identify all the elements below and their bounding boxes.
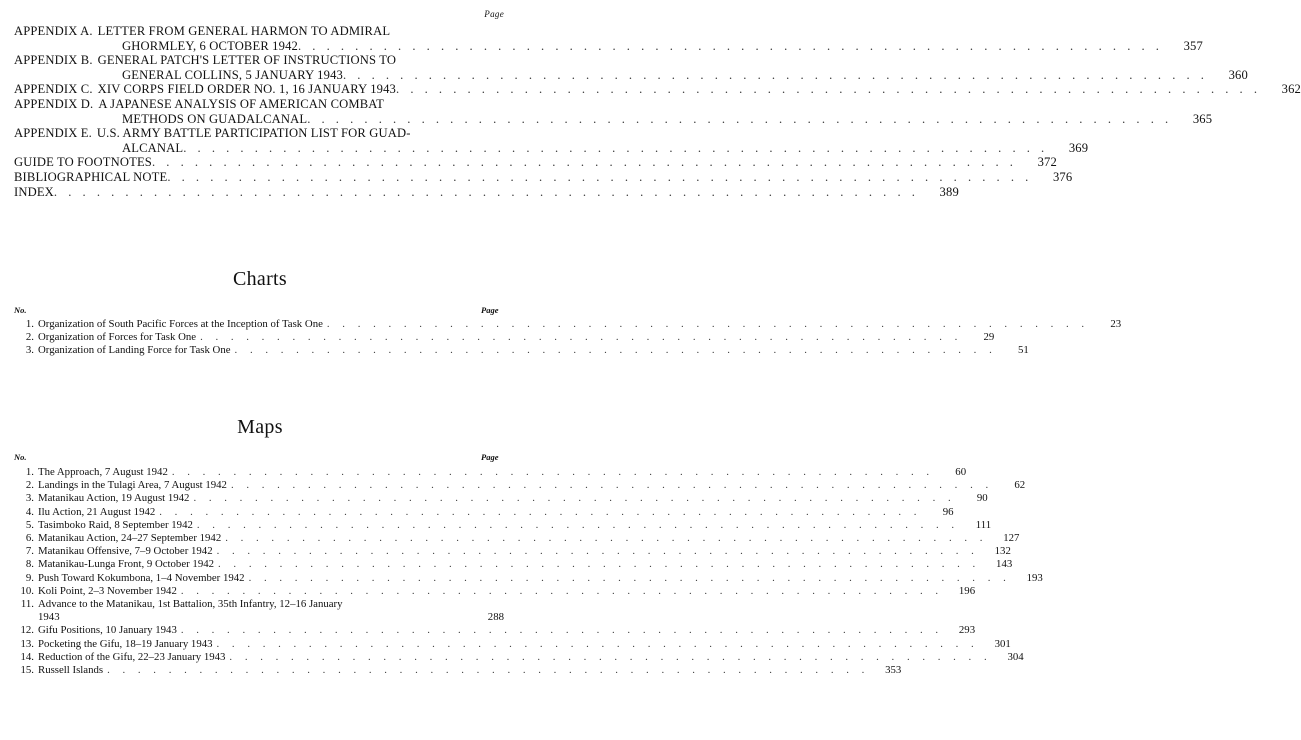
list-item <box>14 584 976 598</box>
appendix-line <box>14 53 504 68</box>
back-matter-title: GUIDE TO FOOTNOTES <box>14 155 152 170</box>
item-number: 13. <box>20 637 34 650</box>
item-title: Matanikau Action, 19 August 1942 <box>38 492 190 505</box>
item-number: 11. <box>20 598 34 611</box>
dot-leader: . . . . . . . . . . . . . . . . . . . . . . . . . . . . . . . . . . . . . . . . . . . . . . . . . . . . . . . . . . . . . <box>342 67 1208 82</box>
item-title: Organization of Landing Force for Task One <box>38 344 231 357</box>
item-title: Russell Islands <box>38 664 104 677</box>
item-number: 7. <box>25 545 34 558</box>
item-page: 288 <box>487 611 504 624</box>
item-number: 12. <box>20 624 34 637</box>
item-page: 193 <box>1026 571 1043 584</box>
dot-leader: . . . . . . . . . . . . . . . . . . . . . . . . . . . . . . . . . . . . . . . . . . . . . . . . . . <box>225 532 988 545</box>
list-item <box>14 532 1020 545</box>
maps-list <box>14 466 1043 677</box>
dot-leader: . . . . . . . . . . . . . . . . . . . . . . . . . . . . . . . . . . . . . . . . . . . . . . . . . . <box>193 492 956 505</box>
appendix-title: GENERAL PATCH'S LETTER OF INSTRUCTIONS TO <box>97 53 397 68</box>
item-number: 5. <box>25 518 34 531</box>
back-matter-page: 376 <box>1052 169 1073 184</box>
dot-leader: . . . . . . . . . . . . . . . . . . . . . . . . . . . . . . . . . . . . . . . . . . . . . . . . . . . . . . . . . . . . . <box>396 82 1261 97</box>
charts-page-header: Page <box>481 305 499 315</box>
page-column-header: Page <box>484 9 504 19</box>
list-item-wrapped <box>14 598 504 624</box>
appendix-line <box>14 67 1248 83</box>
appendix-title-cont: GHORMLEY, 6 OCTOBER 1942 <box>122 38 298 53</box>
appendix-line <box>14 38 1203 54</box>
list-item <box>14 466 967 479</box>
item-page: 301 <box>994 637 1011 650</box>
dot-leader: . . . . . . . . . . . . . . . . . . . . . . . . . . . . . . . . . . . . . . . . . . . . . . . . . . <box>248 571 1011 584</box>
item-title: Ilu Action, 21 August 1942 <box>38 505 156 518</box>
item-title: Koli Point, 2–3 November 1942 <box>38 584 177 597</box>
back-matter-title: BIBLIOGRAPHICAL NOTE <box>14 169 168 184</box>
item-title-cont: 1943 <box>38 611 60 624</box>
charts-heading: Charts <box>232 268 288 290</box>
maps-no-header: No. <box>14 452 27 462</box>
item-title: Reduction of the Gifu, 22–23 January 1943 <box>38 650 226 663</box>
dot-leader: . . . . . . . . . . . . . . . . . . . . . . . . . . . . . . . . . . . . . . . . . . . . . . . . . . <box>216 545 979 558</box>
list-item <box>14 318 1122 331</box>
item-title: The Approach, 7 August 1942 <box>38 466 168 478</box>
appendix-title-cont: METHODS ON GUADALCANAL <box>122 111 308 126</box>
item-page: 60 <box>955 466 967 478</box>
appendix-entry <box>14 82 1301 97</box>
item-page: 132 <box>994 545 1011 558</box>
dot-leader: . . . . . . . . . . . . . . . . . . . . . . . . . . . . . . . . . . . . . . . . . . . . . . . . . . <box>200 331 963 344</box>
item-page: 293 <box>958 624 976 637</box>
appendix-title-cont: GENERAL COLLINS, 5 JANUARY 1943 <box>122 67 343 82</box>
item-page: 353 <box>885 664 902 677</box>
maps-page-header: Page <box>481 452 499 462</box>
item-number: 14. <box>20 650 34 663</box>
appendix-label: APPENDIX D. <box>14 96 94 111</box>
wrapped-line-2 <box>14 611 504 624</box>
appendix-label: APPENDIX E. <box>14 126 92 141</box>
item-number: 4. <box>25 505 34 518</box>
item-title: Advance to the Matanikau, 1st Battalion, 35th Infantry, 12–16 January <box>38 598 343 611</box>
item-number: 1. <box>25 318 34 330</box>
item-page: 127 <box>1003 532 1020 545</box>
item-title: Matanikau Action, 24–27 September 1942 <box>38 532 222 545</box>
appendix-title: A JAPANESE ANALYSIS OF AMERICAN COMBAT <box>98 96 384 111</box>
item-page: 111 <box>975 518 992 531</box>
dot-leader: . . . . . . . . . . . . . . . . . . . . . . . . . . . . . . . . . . . . . . . . . . . . . . . . . . <box>234 344 997 357</box>
item-title: Pocketing the Gifu, 18–19 January 1943 <box>38 637 213 650</box>
item-number: 9. <box>25 571 34 584</box>
item-number: 2. <box>25 479 34 492</box>
dot-leader: . . . . . . . . . . . . . . . . . . . . . . . . . . . . . . . . . . . . . . . . . . . . . . . . . . <box>218 558 981 571</box>
back-matter-entry <box>14 184 959 200</box>
appendix-page: 357 <box>1183 38 1203 53</box>
dot-leader: . . . . . . . . . . . . . . . . . . . . . . . . . . . . . . . . . . . . . . . . . . . . . . . . . . <box>180 624 944 637</box>
appendix-title: XIV CORPS FIELD ORDER NO. 1, 16 JANUARY 1943 <box>97 82 397 97</box>
appendix-title: LETTER FROM GENERAL HARMON TO ADMIRAL <box>97 24 391 38</box>
item-title: Landings in the Tulagi Area, 7 August 1942 <box>38 479 227 492</box>
appendix-line <box>14 24 504 39</box>
item-page: 304 <box>1007 650 1024 663</box>
appendix-line <box>14 111 1213 127</box>
item-number: 3. <box>25 344 34 357</box>
list-item <box>14 624 976 637</box>
list-item <box>14 571 1043 585</box>
list-item <box>14 545 1011 558</box>
list-item <box>14 650 1024 664</box>
item-title: Tasimboko Raid, 8 September 1942 <box>38 518 193 531</box>
list-item <box>14 505 954 519</box>
appendix-page: 360 <box>1228 67 1248 82</box>
item-page: 29 <box>983 331 995 344</box>
item-page: 23 <box>1110 318 1122 330</box>
item-title: Push Toward Kokumbona, 1–4 November 1942 <box>38 571 245 584</box>
list-item <box>14 479 1026 492</box>
back-matter-entry <box>14 155 1057 170</box>
appendix-entry <box>14 126 1089 155</box>
back-matter-page: 372 <box>1037 155 1057 170</box>
item-page: 51 <box>1017 344 1029 357</box>
item-page: 62 <box>1014 479 1026 492</box>
wrapped-line-1 <box>14 598 504 611</box>
dot-leader: . . . . . . . . . . . . . . . . . . . . . . . . . . . . . . . . . . . . . . . . . . . . . . . . . . <box>107 664 870 677</box>
item-title: Organization of Forces for Task One <box>38 331 197 344</box>
appendix-page: 365 <box>1192 111 1213 126</box>
item-page: 96 <box>942 505 954 518</box>
appendix-line <box>14 126 504 141</box>
appendix-list <box>14 9 1301 199</box>
dot-leader: . . . . . . . . . . . . . . . . . . . . . . . . . . . . . . . . . . . . . . . . . . . . . . . . . . <box>171 466 935 478</box>
appendix-label: APPENDIX C. <box>14 82 93 97</box>
item-title: Gifu Positions, 10 January 1943 <box>38 624 177 637</box>
item-number: 2. <box>25 331 34 344</box>
appendix-line <box>14 140 1089 156</box>
item-page: 90 <box>976 492 988 505</box>
list-item <box>14 331 995 344</box>
dot-leader: . . . . . . . . . . . . . . . . . . . . . . . . . . . . . . . . . . . . . . . . . . . . . . . . . . <box>216 637 979 650</box>
dot-leader: . . . . . . . . . . . . . . . . . . . . . . . . . . . . . . . . . . . . . . . . . . . . . . . . . . . . . . . . . . . . . <box>183 140 1049 155</box>
dot-leader: . . . . . . . . . . . . . . . . . . . . . . . . . . . . . . . . . . . . . . . . . . . . . . . . . . . . . . . . . . . . . <box>167 169 1033 184</box>
appendix-entry <box>14 53 1248 82</box>
appendix-entry <box>14 24 1203 53</box>
list-item <box>14 664 902 677</box>
item-title: Organization of South Pacific Forces at the Inception of Task One <box>38 318 323 330</box>
list-item <box>14 344 1029 357</box>
dot-leader: . . . . . . . . . . . . . . . . . . . . . . . . . . . . . . . . . . . . . . . . . . . . . . . . . . <box>180 584 944 597</box>
appendix-title-cont: ALCANAL <box>122 140 184 155</box>
item-number: 8. <box>25 558 34 571</box>
appendix-line <box>14 82 1301 97</box>
appendix-label: APPENDIX B. <box>14 53 93 68</box>
list-item <box>14 492 988 505</box>
back-matter-title: INDEX <box>14 184 54 199</box>
dot-leader: . . . . . . . . . . . . . . . . . . . . . . . . . . . . . . . . . . . . . . . . . . . . . . . . . . <box>229 650 992 663</box>
charts-no-header: No. <box>14 305 27 315</box>
appendix-label: APPENDIX A. <box>14 24 93 38</box>
dot-leader: . . . . . . . . . . . . . . . . . . . . . . . . . . . . . . . . . . . . . . . . . . . . . . . . . . <box>159 505 922 518</box>
appendix-entry <box>14 96 1213 126</box>
item-page: 196 <box>958 584 976 597</box>
appendix-line <box>14 97 504 112</box>
back-matter-entry <box>14 169 1073 185</box>
dot-leader: . . . . . . . . . . . . . . . . . . . . . . . . . . . . . . . . . . . . . . . . . . . . . . . . . . <box>230 479 994 492</box>
dot-leader: . . . . . . . . . . . . . . . . . . . . . . . . . . . . . . . . . . . . . . . . . . . . . . . . . . <box>196 518 960 531</box>
back-matter-page: 389 <box>939 184 959 199</box>
item-page: 143 <box>996 558 1013 571</box>
appendix-page: 362 <box>1281 82 1301 97</box>
item-number: 6. <box>25 532 34 545</box>
appendix-page: 369 <box>1068 140 1089 155</box>
item-number: 1. <box>25 466 34 478</box>
dot-leader: . . . . . . . . . . . . . . . . . . . . . . . . . . . . . . . . . . . . . . . . . . . . . . . . . . . . . . . . . . . . . <box>53 184 919 199</box>
list-item <box>14 518 992 532</box>
item-title: Matanikau Offensive, 7–9 October 1942 <box>38 545 213 558</box>
back-matter-entries <box>14 155 1073 199</box>
item-number: 15. <box>20 664 34 677</box>
dot-leader: . . . . . . . . . . . . . . . . . . . . . . . . . . . . . . . . . . . . . . . . . . . . . . . . . . . . . . . . . . . . . <box>297 38 1163 53</box>
item-number: 3. <box>25 492 34 505</box>
maps-heading: Maps <box>237 416 283 438</box>
list-item <box>14 637 1011 651</box>
item-number: 10. <box>20 584 34 597</box>
appendix-entries <box>14 10 1301 155</box>
charts-list <box>14 318 1122 358</box>
list-item <box>14 558 1013 571</box>
item-title: Matanikau-Lunga Front, 9 October 1942 <box>38 558 215 571</box>
dot-leader: . . . . . . . . . . . . . . . . . . . . . . . . . . . . . . . . . . . . . . . . . . . . . . . . . . . . . . . . . . . . . <box>151 155 1017 170</box>
dot-leader: . . . . . . . . . . . . . . . . . . . . . . . . . . . . . . . . . . . . . . . . . . . . . . . . . . <box>326 318 1090 330</box>
dot-leader: . . . . . . . . . . . . . . . . . . . . . . . . . . . . . . . . . . . . . . . . . . . . . . . . . . . . . . . . . . . . . <box>307 111 1173 126</box>
appendix-title: U.S. ARMY BATTLE PARTICIPATION LIST FOR GUAD- <box>96 126 411 141</box>
